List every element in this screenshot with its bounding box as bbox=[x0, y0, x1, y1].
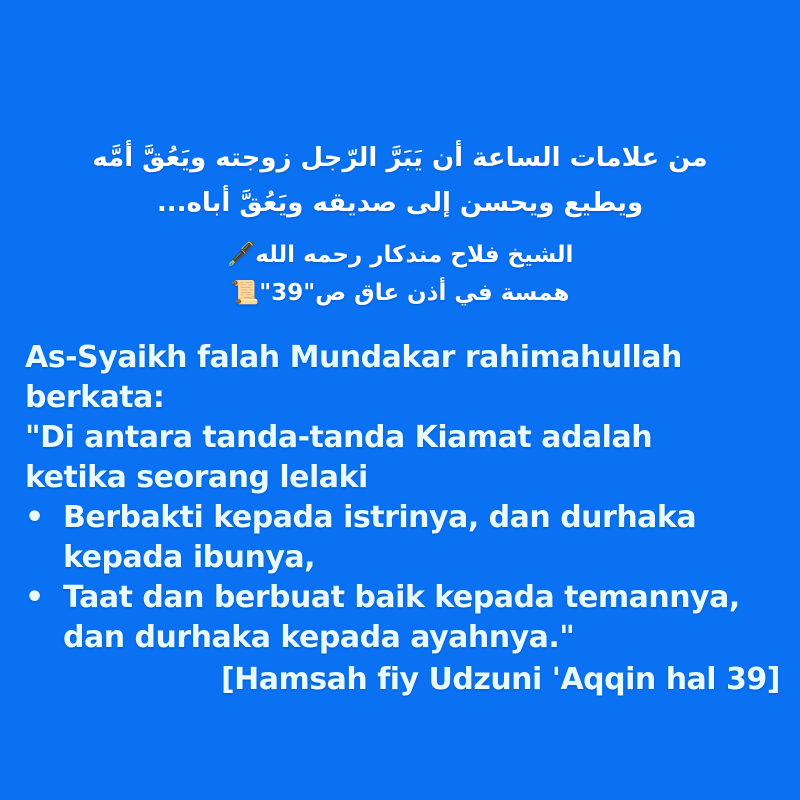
arabic-source-line: همسة في أذن عاق ص"39"📜 bbox=[230, 280, 570, 306]
intro-line-2: berkata: bbox=[25, 380, 165, 415]
bullet-point-2-continuation: dan durhaka kepada ayahnya." bbox=[63, 620, 575, 655]
bullet-point-2 bbox=[25, 578, 780, 618]
bullet-icon: • bbox=[25, 500, 44, 535]
bullet-point-1-text: Berbakti kepada istrinya, dan durhaka bbox=[63, 500, 697, 535]
citation-line: [Hamsah fiy Udzuni 'Aqqin hal 39] bbox=[220, 662, 780, 697]
quote-line-2: ketika seorang lelaki bbox=[25, 460, 368, 495]
arabic-author-line: 🖋️الشيخ فلاح مندكار رحمه الله bbox=[226, 242, 574, 268]
arabic-hadith-line-2: ويطيع ويحسن إلى صديقه ويَعُقَّ أباه... bbox=[156, 188, 644, 218]
bullet-point-1-continuation: kepada ibunya, bbox=[63, 540, 316, 575]
bullet-point-1 bbox=[25, 498, 780, 538]
translation-text-block bbox=[25, 338, 780, 700]
bullet-icon: • bbox=[25, 580, 44, 615]
quote-line-1: "Di antara tanda-tanda Kiamat adalah bbox=[25, 420, 653, 455]
arabic-hadith-line-1: من علامات الساعة أن يَبَرَّ الرّجل زوجته ويَعُقَّ أمَّه bbox=[92, 143, 708, 173]
intro-line-1: As-Syaikh falah Mundakar rahimahullah bbox=[25, 340, 682, 375]
bullet-point-2-text: Taat dan berbuat baik kepada temannya, bbox=[63, 580, 740, 615]
arabic-text-block bbox=[0, 136, 800, 312]
